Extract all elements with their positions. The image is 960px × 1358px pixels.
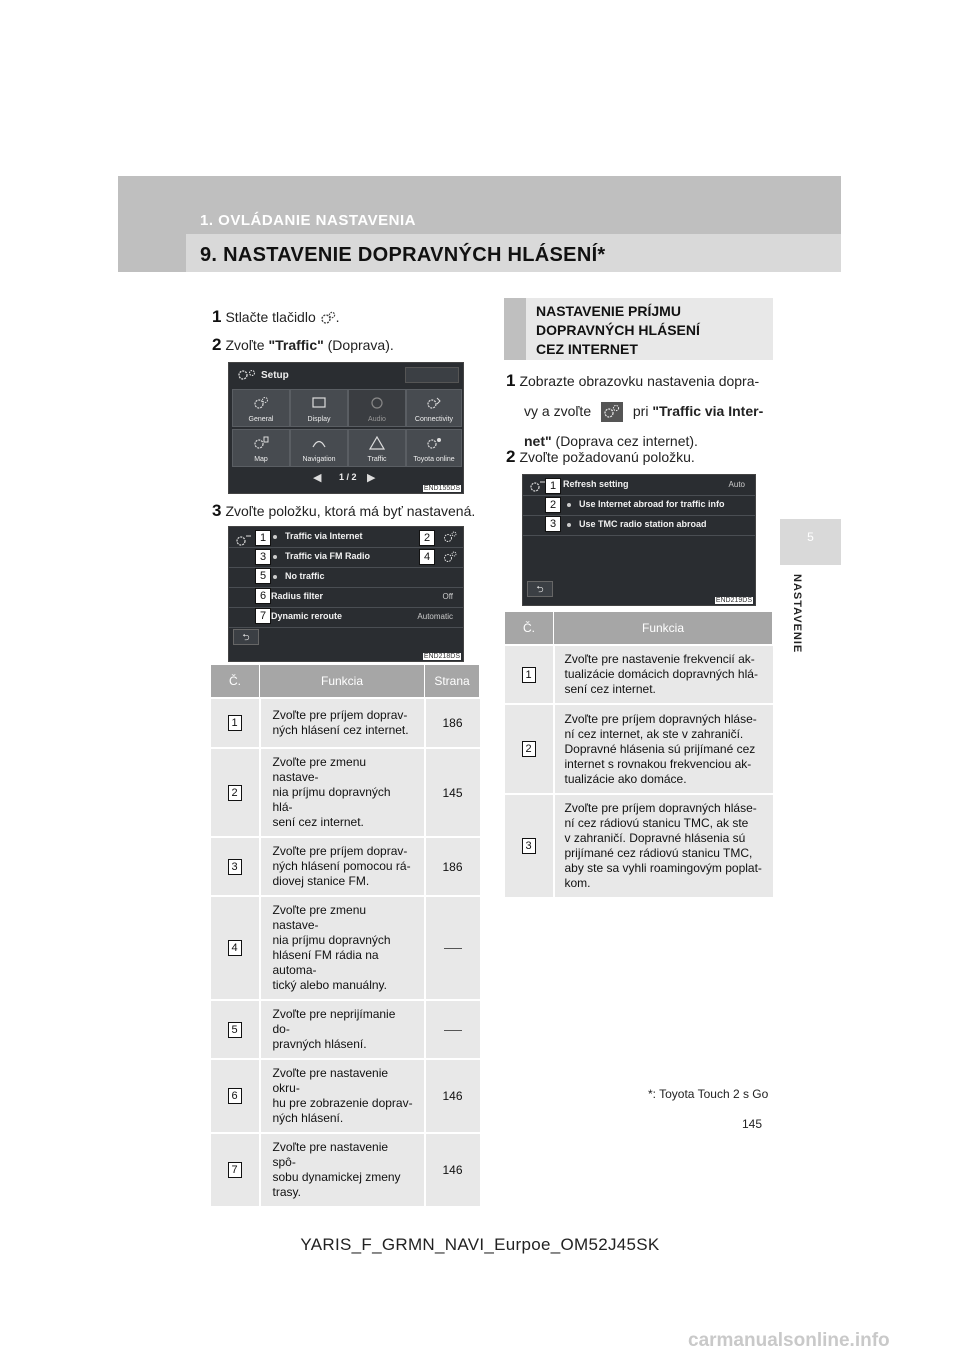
marker-1: 1 bbox=[255, 530, 271, 546]
dash-mark bbox=[444, 948, 462, 949]
row-internet-abroad[interactable]: Use Internet abroad for traffic info bbox=[523, 495, 755, 516]
col-function: Funkcia bbox=[260, 665, 425, 699]
row-number: 6 bbox=[228, 1088, 242, 1104]
document-code: YARIS_F_GRMN_NAVI_Eurpoe_OM52J45SK bbox=[300, 1235, 660, 1254]
settings-gear-icon[interactable] bbox=[443, 531, 457, 543]
traffic-settings-gear-icon bbox=[601, 402, 623, 422]
pager-label: 1 / 2 bbox=[339, 472, 357, 482]
radio-dot bbox=[567, 503, 571, 507]
right-step-1: 1 Zobrazte obrazovku nastavenia dopra- vy a zvoľte pri "Traffic via Inter- net" (Doprava cez internet). bbox=[506, 371, 764, 449]
marker-5: 5 bbox=[255, 568, 271, 584]
display-icon bbox=[310, 396, 328, 410]
back-button[interactable]: ⮌ bbox=[233, 629, 259, 645]
row-page-none bbox=[425, 896, 480, 1000]
row-page: 186 bbox=[425, 698, 480, 748]
status-indicators bbox=[405, 367, 459, 383]
audio-icon bbox=[368, 396, 386, 410]
page-title: 9. NASTAVENIE DOPRAVNÝCH HLÁSENÍ* bbox=[200, 244, 606, 266]
marker-6: 6 bbox=[255, 588, 271, 604]
tile-traffic[interactable]: Traffic bbox=[348, 429, 406, 467]
row-page: 186 bbox=[425, 837, 480, 896]
setup-screen bbox=[228, 362, 464, 494]
col-function: Funkcia bbox=[554, 612, 773, 646]
row-function: Zvoľte pre nastavenie spô- sobu dynamickej zmeny trasy. bbox=[260, 1133, 425, 1207]
row-traffic-internet[interactable]: Traffic via Internet bbox=[229, 527, 463, 548]
subsection-accent bbox=[504, 298, 526, 360]
row-number: 4 bbox=[228, 940, 242, 956]
row-number: 3 bbox=[522, 838, 536, 854]
pager-next-icon[interactable]: ▶ bbox=[367, 472, 376, 484]
col-no: Č. bbox=[211, 665, 260, 699]
row-page-none bbox=[425, 1000, 480, 1059]
radio-dot bbox=[273, 555, 277, 559]
row-function: Zvoľte pre neprijímanie do- pravných hlásení. bbox=[260, 1000, 425, 1059]
row-function: Zvoľte pre príjem doprav- ných hlásení pomocou rá- diovej stanice FM. bbox=[260, 837, 425, 896]
row-traffic-fm[interactable]: Traffic via FM Radio bbox=[229, 547, 463, 568]
row-number: 1 bbox=[522, 667, 536, 683]
image-code: END219DS bbox=[715, 597, 752, 604]
marker-2: 2 bbox=[419, 530, 435, 546]
row-number: 7 bbox=[228, 1162, 242, 1178]
traffic-settings-screen bbox=[228, 526, 464, 662]
marker-7: 7 bbox=[255, 608, 271, 624]
internet-settings-screen bbox=[522, 474, 756, 606]
row-function: Zvoľte pre príjem dopravných hláse- ní cez internet, ak ste v zahraničí. Dopravné hlásenia sú prijímané cez internet s rovnakou frekvenciou ak- tualizácie ako domáce. bbox=[554, 704, 773, 794]
pager-prev-icon[interactable]: ◀ bbox=[313, 472, 322, 484]
marker-3: 3 bbox=[545, 516, 561, 532]
row-function: Zvoľte pre príjem doprav- ných hlásení cez internet. bbox=[260, 698, 425, 748]
tile-navigation[interactable]: Navigation bbox=[290, 429, 348, 467]
table-row bbox=[211, 698, 480, 748]
tile-general[interactable]: General bbox=[232, 389, 290, 427]
setup-gear-icon bbox=[320, 311, 336, 325]
row-dynamic-reroute[interactable]: Dynamic reroute Automatic bbox=[229, 607, 463, 628]
row-number: 5 bbox=[228, 1022, 242, 1038]
row-number: 2 bbox=[522, 741, 536, 757]
table-row bbox=[211, 1133, 480, 1207]
marker-2: 2 bbox=[545, 497, 561, 513]
row-no-traffic[interactable]: No traffic bbox=[229, 567, 463, 588]
tile-display[interactable]: Display bbox=[290, 389, 348, 427]
right-step-2: 2 Zvoľte požadovanú položku. bbox=[506, 447, 695, 466]
row-number: 3 bbox=[228, 859, 242, 875]
back-button[interactable]: ⮌ bbox=[527, 581, 553, 597]
tile-connectivity[interactable]: Connectivity bbox=[406, 389, 462, 427]
setup-icon bbox=[237, 369, 257, 381]
table-row bbox=[505, 794, 773, 898]
header-accent bbox=[118, 234, 186, 272]
general-icon bbox=[252, 396, 270, 410]
chapter-label: NASTAVENIE bbox=[791, 574, 803, 654]
table-row bbox=[505, 704, 773, 794]
connectivity-icon bbox=[425, 396, 443, 410]
step-1: 1 Stlačte tlačidlo . bbox=[212, 307, 340, 326]
traffic-icon bbox=[368, 436, 386, 450]
marker-1: 1 bbox=[545, 478, 561, 494]
row-tmc-abroad[interactable]: Use TMC radio station abroad bbox=[523, 515, 755, 536]
row-function: Zvoľte pre zmenu nastave- nia príjmu dopravných hlá- sení cez internet. bbox=[260, 748, 425, 837]
marker-3: 3 bbox=[255, 549, 271, 565]
screen-title: Setup bbox=[261, 370, 289, 381]
function-table-right bbox=[504, 611, 773, 899]
row-page: 146 bbox=[425, 1059, 480, 1133]
page-number: 145 bbox=[742, 1117, 763, 1131]
image-code: END155DS bbox=[423, 485, 460, 492]
section-label: 1. OVLÁDANIE NASTAVENIA bbox=[200, 212, 416, 229]
watermark: carmanualsonline.info bbox=[688, 1330, 890, 1351]
row-refresh-setting[interactable]: Refresh setting Auto bbox=[523, 475, 755, 496]
tile-map[interactable]: Map bbox=[232, 429, 290, 467]
row-radius-filter[interactable]: Radius filter Off bbox=[229, 587, 463, 608]
image-code: END218DS bbox=[423, 653, 460, 660]
tile-audio[interactable]: Audio bbox=[348, 389, 406, 427]
footnote: *: Toyota Touch 2 s Go bbox=[648, 1087, 769, 1101]
map-icon bbox=[252, 436, 270, 450]
navigation-icon bbox=[310, 436, 328, 450]
row-function: Zvoľte pre nastavenie okru- hu pre zobrazenie doprav- ných hlásení. bbox=[260, 1059, 425, 1133]
table-row bbox=[211, 1000, 480, 1059]
table-row bbox=[211, 748, 480, 837]
radio-dot bbox=[567, 523, 571, 527]
table-row bbox=[211, 896, 480, 1000]
radio-dot bbox=[273, 535, 277, 539]
col-no: Č. bbox=[505, 612, 554, 646]
table-row bbox=[211, 1059, 480, 1133]
chapter-number: 5 bbox=[807, 530, 814, 544]
marker-4: 4 bbox=[419, 549, 435, 565]
table-row bbox=[211, 837, 480, 896]
radio-dot bbox=[273, 575, 277, 579]
subsection-title: NASTAVENIE PRÍJMU DOPRAVNÝCH HLÁSENÍ CEZ INTERNET bbox=[536, 303, 700, 357]
function-table-left bbox=[210, 664, 480, 1208]
table-row bbox=[505, 645, 773, 704]
row-function: Zvoľte pre príjem dopravných hláse- ní cez rádiovú stanicu TMC, ak ste v zahraničí. Dopravné hlásenia sú prijímané cez rádiovú stanicu TMC, aby ste sa vyhli roamingovým poplat- kom. bbox=[554, 794, 773, 898]
step-2: 2 Zvoľte "Traffic" (Doprava). bbox=[212, 335, 394, 354]
col-page: Strana bbox=[425, 665, 480, 699]
online-icon bbox=[425, 436, 443, 450]
row-page: 145 bbox=[425, 748, 480, 837]
tile-toyota-online[interactable]: Toyota online bbox=[406, 429, 462, 467]
dash-mark bbox=[444, 1030, 462, 1031]
row-function: Zvoľte pre zmenu nastave- nia príjmu dopravných hlásení FM rádia na automa- tický alebo manuálny. bbox=[260, 896, 425, 1000]
row-number: 2 bbox=[228, 785, 242, 801]
step-3: 3 Zvoľte položku, ktorá má byť nastavená. bbox=[212, 501, 476, 520]
settings-gear-icon[interactable] bbox=[443, 551, 457, 563]
row-page: 146 bbox=[425, 1133, 480, 1207]
row-function: Zvoľte pre nastavenie frekvencií ak- tualizácie domácich dopravných hlá- sení cez internet. bbox=[554, 645, 773, 704]
row-number: 1 bbox=[228, 715, 242, 731]
